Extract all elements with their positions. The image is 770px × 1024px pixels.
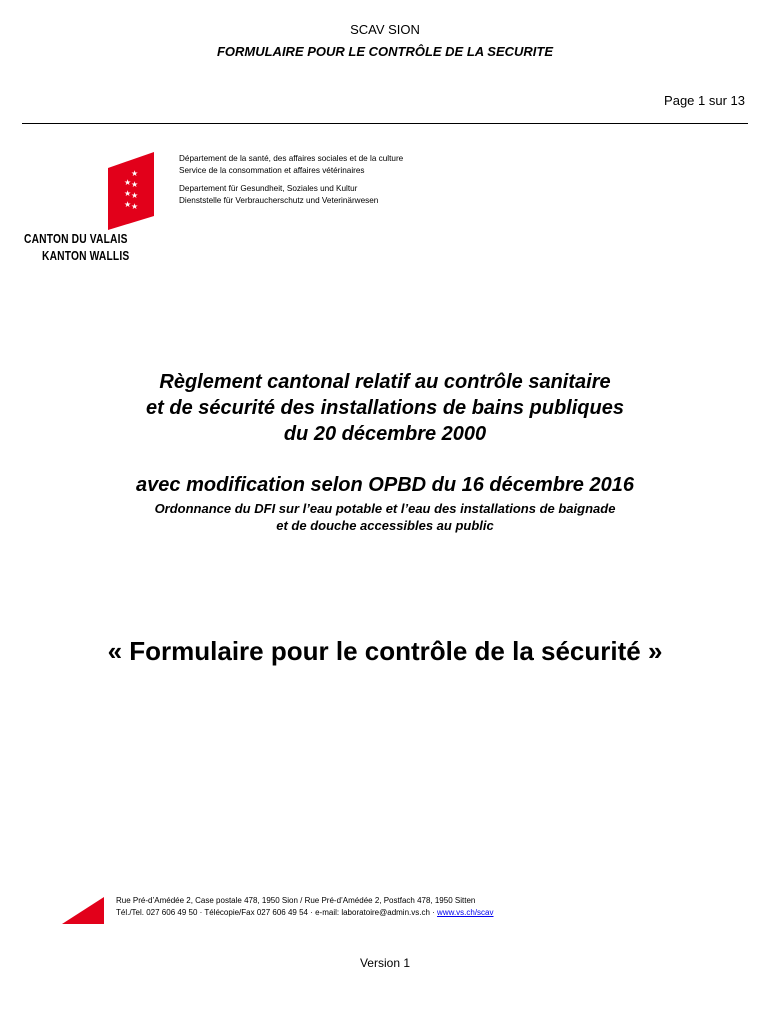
department-de-line2: Dienststelle für Verbraucherschutz und Veterinärwesen xyxy=(179,196,379,205)
website-link[interactable]: www.vs.ch/scav xyxy=(437,908,494,917)
ordinance-line1: Ordonnance du DFI sur l’eau potable et l’eau des installations de baignade xyxy=(154,501,616,516)
version-label: Version 1 xyxy=(359,956,411,970)
svg-text:★: ★ xyxy=(131,169,139,178)
svg-text:★: ★ xyxy=(124,200,132,209)
red-corner-logo-icon xyxy=(62,897,104,925)
footer-contact-text: Tél./Tel. 027 606 49 50 · Télécopie/Fax 027 606 49 54 · e-mail: laboratoire@admin.vs.ch · xyxy=(116,908,438,917)
svg-text:★: ★ xyxy=(124,189,132,198)
valais-flag-icon xyxy=(100,150,156,232)
department-de-line1: Departement für Gesundheit, Soziales und Kultur xyxy=(179,184,358,193)
form-main-title: « Formulaire pour le contrôle de la sécurité » xyxy=(107,636,663,666)
page-number: Page 1 sur 13 xyxy=(664,93,745,108)
svg-text:★: ★ xyxy=(114,188,122,197)
svg-text:★: ★ xyxy=(131,202,139,211)
regulation-title-line3: du 20 décembre 2000 xyxy=(283,423,487,445)
svg-text:★: ★ xyxy=(131,191,139,200)
logo-text-fr: CANTON DU VALAIS xyxy=(24,232,128,246)
footer-contact xyxy=(116,908,494,917)
header-form-title: FORMULAIRE POUR LE CONTRÔLE DE LA SECURITE xyxy=(216,44,554,59)
regulation-title-line1: Règlement cantonal relatif au contrôle sanitaire xyxy=(159,371,611,393)
logo-text-de: KANTON WALLIS xyxy=(42,249,130,263)
header-organization: SCAV SION xyxy=(350,22,420,37)
footer-address: Rue Pré-d’Amédée 2, Case postale 478, 1950 Sion / Rue Pré-d’Amédée 2, Postfach 478, 1950 Sitten xyxy=(116,896,476,905)
regulation-title-line2: et de sécurité des installations de bains publiques xyxy=(146,397,624,419)
svg-text:★: ★ xyxy=(114,206,122,215)
svg-text:★: ★ xyxy=(131,180,139,189)
department-fr-line1: Département de la santé, des affaires sociales et de la culture xyxy=(179,154,404,163)
ordinance-line2: et de douche accessibles au public xyxy=(276,518,494,533)
department-fr-line2: Service de la consommation et affaires vétérinaires xyxy=(179,166,365,175)
svg-text:★: ★ xyxy=(109,214,117,223)
modification-note: avec modification selon OPBD du 16 décembre 2016 xyxy=(136,474,634,496)
svg-text:★: ★ xyxy=(109,179,117,188)
header-divider xyxy=(22,123,748,124)
svg-text:★: ★ xyxy=(109,197,117,206)
svg-text:★: ★ xyxy=(124,178,132,187)
